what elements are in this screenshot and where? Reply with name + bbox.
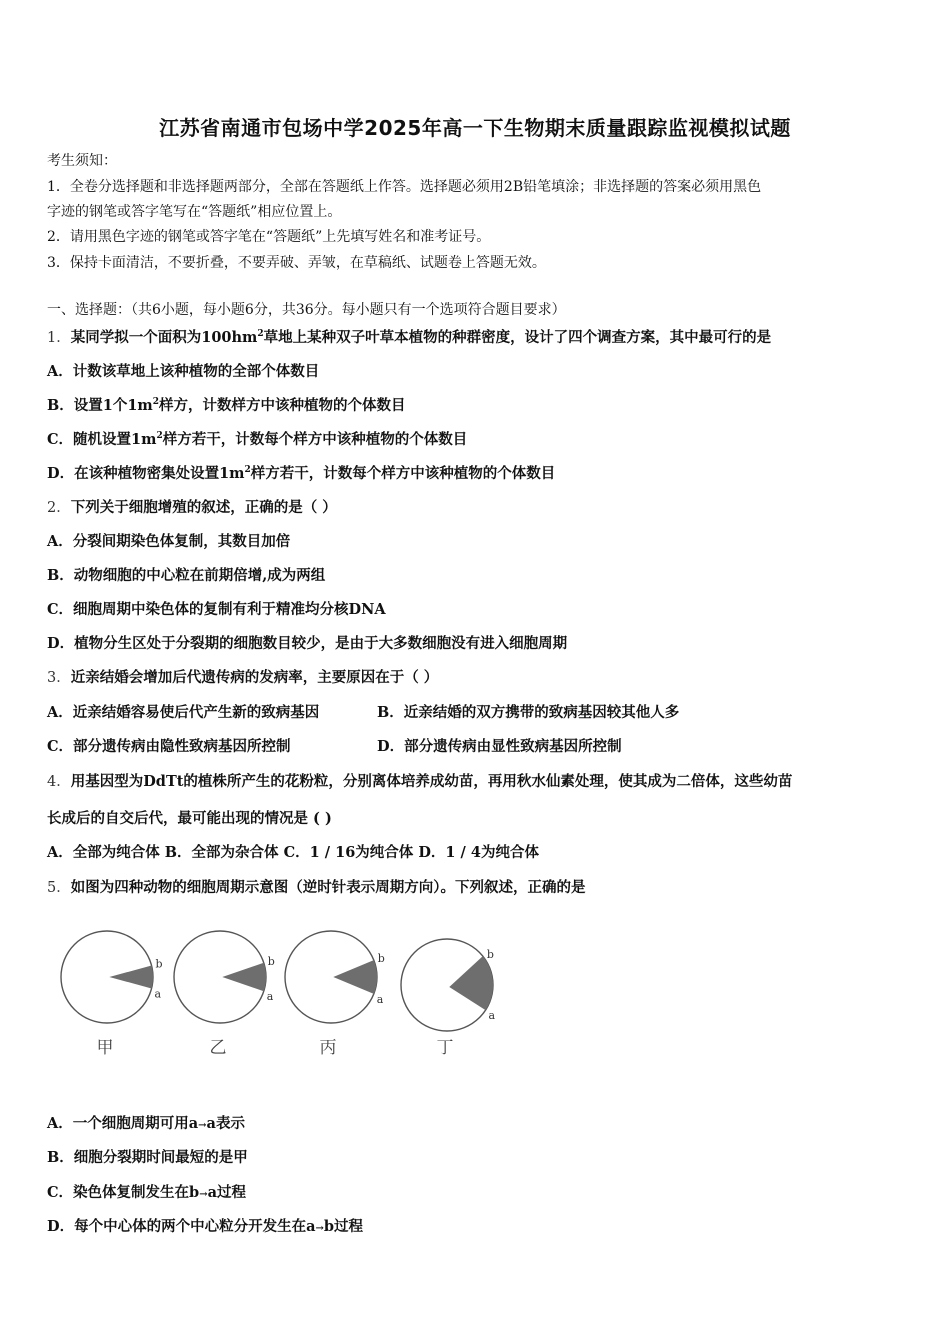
q1-option-c: C．随机设置$1m^2$样方若干，计数每个样方中该种植物的个体数目: [47, 431, 468, 448]
q5-option-a: A．一个细胞周期可用a→a表示: [47, 1115, 245, 1132]
q5-option-b: B．细胞分裂期时间最短的是甲: [47, 1149, 248, 1166]
point-a-label: a: [266, 990, 274, 1004]
q1-option-b: B．设置1个$1m^2$样方，计数样方中该种植物的个体数目: [47, 397, 406, 414]
cell-cycle-ding: [401, 939, 496, 1058]
q3-option-d: D．部分遗传病由显性致病基因所控制: [377, 738, 622, 755]
cell-cycle-yi: [174, 931, 275, 1058]
figure-label: 乙: [209, 1038, 227, 1058]
figure-label: 丁: [436, 1038, 454, 1058]
cell-cycle-figure: [55, 925, 515, 1065]
notice-heading: 考生须知：: [47, 153, 117, 169]
q3-option-b: B．近亲结婚的双方携带的致病基因较其他人多: [377, 704, 680, 721]
question-4-cont: 长成后的自交后代，最可能出现的情况是 ( ): [47, 810, 332, 827]
q5-option-d: D．每个中心体的两个中心粒分开发生在a→b过程: [47, 1218, 363, 1235]
q5-option-c: C．染色体复制发生在b→a过程: [47, 1184, 246, 1201]
page-title: 江苏省南通市包场中学2025年高一下生物期末质量跟踪监视模拟试题: [159, 116, 791, 140]
q1-option-a: A．计数该草地上该种植物的全部个体数目: [47, 363, 320, 380]
question-5: 5．如图为四种动物的细胞周期示意图（逆时针表示周期方向）。下列叙述，正确的是: [47, 879, 586, 896]
q2-option-c: C．细胞周期中染色体的复制有利于精准均分核DNA: [47, 601, 386, 618]
section-heading: 一、选择题：（共6小题，每小题6分，共36分。每小题只有一个选项符合题目要求）: [47, 302, 566, 318]
notice-item-1-cont: 字迹的钢笔或答字笔写在“答题纸”相应位置上。: [47, 204, 342, 220]
division-sector: [109, 966, 153, 989]
notice-item-1: 1．全卷分选择题和非选择题两部分，全部在答题纸上作答。选择题必须用2B铅笔填涂；非选择题的答案必须用黑色: [47, 179, 762, 195]
cell-cycle-bing: [285, 931, 385, 1058]
point-a-label: a: [376, 992, 384, 1006]
question-4: 4．用基因型为DdTt的植株所产生的花粉粒，分别离体培养成幼苗，再用秋水仙素处理，使其成为二倍体，这些幼苗: [47, 773, 793, 790]
point-b-label: b: [155, 957, 163, 971]
figure-label: 丙: [319, 1038, 337, 1058]
question-number: 1．: [47, 330, 71, 346]
q2-option-d: D．植物分生区处于分裂期的细胞数目较少，是由于大多数细胞没有进入细胞周期: [47, 635, 568, 652]
q4-options: A．全部为纯合体 B．全部为杂合体 C．1 / 16为纯合体 D．1 / 4为纯合体: [47, 844, 539, 861]
division-sector: [222, 963, 266, 991]
division-sector: [449, 956, 493, 1010]
point-a-label: a: [488, 1009, 496, 1023]
notice-item-2: 2．请用黑色字迹的钢笔或答字笔在“答题纸”上先填写姓名和准考证号。: [47, 229, 491, 245]
point-b-label: b: [486, 948, 494, 962]
q3-option-c: C．部分遗传病由隐性致病基因所控制: [47, 738, 291, 755]
point-b-label: b: [377, 952, 385, 966]
point-a-label: a: [154, 987, 162, 1001]
division-sector: [333, 960, 377, 994]
notice-item-3: 3．保持卡面清洁，不要折叠，不要弄破、弄皱，在草稿纸、试题卷上答题无效。: [47, 255, 546, 271]
point-b-label: b: [267, 954, 275, 968]
q2-option-a: A．分裂间期染色体复制，其数目加倍: [47, 533, 291, 550]
q3-option-a: A．近亲结婚容易使后代产生新的致病基因: [47, 704, 320, 721]
cell-cycle-jia: [61, 931, 163, 1058]
figure-label: 甲: [96, 1038, 114, 1058]
question-2: 2．下列关于细胞增殖的叙述，正确的是（ ）: [47, 499, 337, 516]
q1-option-d: D．在该种植物密集处设置$1m^2$样方若干，计数每个样方中该种植物的个体数目: [47, 465, 556, 482]
question-1: 1．某同学拟一个面积为$100hm^2$草地上某种双子叶草本植物的种群密度，设计了四个调查方案，其中最可行的是: [47, 329, 772, 346]
question-3: 3．近亲结婚会增加后代遗传病的发病率，主要原因在于（ ）: [47, 669, 439, 686]
q2-option-b: B．动物细胞的中心粒在前期倍增,成为两组: [47, 567, 326, 584]
